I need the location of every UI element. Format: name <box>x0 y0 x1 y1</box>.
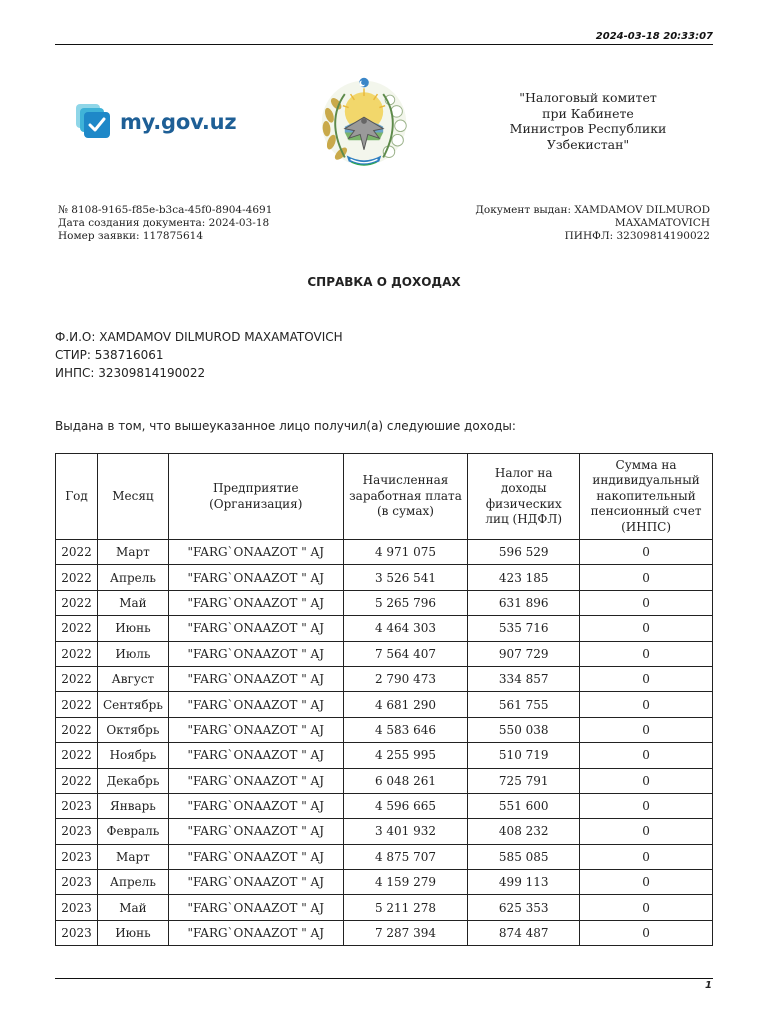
person-fio: Ф.И.О: XAMDAMOV DILMUROD MAXAMATOVICH <box>55 330 343 344</box>
cell-inps: 0 <box>580 870 713 895</box>
table-row <box>56 540 713 565</box>
cell-year: 2022 <box>56 540 98 565</box>
table-row <box>56 717 713 742</box>
cell-month: Июнь <box>97 920 168 945</box>
table-row <box>56 616 713 641</box>
cell-tax: 725 791 <box>468 768 580 793</box>
document-title: СПРАВКА О ДОХОДАХ <box>307 275 461 289</box>
cell-month: Октябрь <box>97 717 168 742</box>
cell-month: Март <box>97 844 168 869</box>
cell-inps: 0 <box>580 920 713 945</box>
cell-tax: 423 185 <box>468 565 580 590</box>
cell-inps: 0 <box>580 565 713 590</box>
cell-salary: 7 287 394 <box>343 920 468 945</box>
cell-enterprise: "FARG`ONAAZOT " AJ <box>168 666 343 691</box>
cell-month: Ноябрь <box>97 743 168 768</box>
cell-tax: 631 896 <box>468 590 580 615</box>
header-salary: Начисленная заработная плата (в сумах) <box>343 454 468 540</box>
cell-enterprise: "FARG`ONAAZOT " AJ <box>168 920 343 945</box>
cell-month: Июнь <box>97 616 168 641</box>
income-table <box>55 453 713 946</box>
cell-enterprise: "FARG`ONAAZOT " AJ <box>168 590 343 615</box>
document-created-date: Дата создания документа: 2024-03-18 <box>58 217 270 229</box>
cell-tax: 550 038 <box>468 717 580 742</box>
cell-tax: 408 232 <box>468 819 580 844</box>
cell-year: 2023 <box>56 870 98 895</box>
request-number: Номер заявки: 117875614 <box>58 230 204 242</box>
cell-enterprise: "FARG`ONAAZOT " AJ <box>168 793 343 818</box>
cell-tax: 499 113 <box>468 870 580 895</box>
cell-month: Май <box>97 895 168 920</box>
cell-year: 2022 <box>56 743 98 768</box>
cell-salary: 3 401 932 <box>343 819 468 844</box>
cell-tax: 907 729 <box>468 641 580 666</box>
cell-month: Август <box>97 666 168 691</box>
cell-inps: 0 <box>580 616 713 641</box>
cell-enterprise: "FARG`ONAAZOT " AJ <box>168 641 343 666</box>
table-row <box>56 565 713 590</box>
cell-inps: 0 <box>580 793 713 818</box>
cell-tax: 510 719 <box>468 743 580 768</box>
person-info <box>55 328 343 382</box>
issued-to-line2: MAXAMATOVICH <box>614 217 710 229</box>
cell-month: Июль <box>97 641 168 666</box>
cell-inps: 0 <box>580 641 713 666</box>
table-row <box>56 692 713 717</box>
cell-salary: 4 875 707 <box>343 844 468 869</box>
cell-salary: 4 464 303 <box>343 616 468 641</box>
cell-year: 2022 <box>56 590 98 615</box>
document-meta <box>58 204 272 243</box>
cell-month: Декабрь <box>97 768 168 793</box>
cell-enterprise: "FARG`ONAAZOT " AJ <box>168 692 343 717</box>
coat-of-arms-icon <box>316 73 412 169</box>
cell-salary: 4 159 279 <box>343 870 468 895</box>
person-stir: СТИР: 538716061 <box>55 348 164 362</box>
issuer-line: при Кабинете <box>542 105 634 121</box>
issuer-line: Узбекистан" <box>546 136 630 152</box>
cell-salary: 2 790 473 <box>343 666 468 691</box>
table-row <box>56 743 713 768</box>
table-header-row <box>56 454 713 540</box>
my-gov-uz-logo <box>76 104 236 140</box>
cell-year: 2023 <box>56 895 98 920</box>
header-rule <box>55 44 713 45</box>
cell-enterprise: "FARG`ONAAZOT " AJ <box>168 819 343 844</box>
table-row <box>56 920 713 945</box>
issuer-line: "Налоговый комитет <box>519 90 657 105</box>
cell-year: 2022 <box>56 768 98 793</box>
intro-text: Выдана в том, что вышеуказанное лицо получил(а) следуюшие доходы: <box>55 419 516 433</box>
cell-enterprise: "FARG`ONAAZOT " AJ <box>168 743 343 768</box>
cell-salary: 5 211 278 <box>343 895 468 920</box>
cell-enterprise: "FARG`ONAAZOT " AJ <box>168 895 343 920</box>
table-row <box>56 819 713 844</box>
cell-salary: 4 971 075 <box>343 540 468 565</box>
cell-enterprise: "FARG`ONAAZOT " AJ <box>168 565 343 590</box>
table-row <box>56 844 713 869</box>
cell-salary: 7 564 407 <box>343 641 468 666</box>
cell-year: 2023 <box>56 793 98 818</box>
table-row <box>56 641 713 666</box>
cell-inps: 0 <box>580 895 713 920</box>
cell-enterprise: "FARG`ONAAZOT " AJ <box>168 768 343 793</box>
cell-month: Сентябрь <box>97 692 168 717</box>
cell-year: 2022 <box>56 717 98 742</box>
cell-inps: 0 <box>580 666 713 691</box>
document-number: № 8108-9165-f85e-b3ca-45f0-8904-4691 <box>58 204 273 216</box>
cell-inps: 0 <box>580 692 713 717</box>
cell-tax: 625 353 <box>468 895 580 920</box>
cell-enterprise: "FARG`ONAAZOT " AJ <box>168 540 343 565</box>
cell-month: Апрель <box>97 870 168 895</box>
cell-enterprise: "FARG`ONAAZOT " AJ <box>168 717 343 742</box>
cell-salary: 3 526 541 <box>343 565 468 590</box>
issued-to-line1: Документ выдан: XAMDAMOV DILMUROD <box>475 204 710 216</box>
cell-inps: 0 <box>580 717 713 742</box>
header-year: Год <box>56 454 98 540</box>
print-timestamp: 2024-03-18 20:33:07 <box>595 31 713 42</box>
cell-inps: 0 <box>580 590 713 615</box>
header-tax: Налог на доходы физических лиц (НДФЛ) <box>468 454 580 540</box>
income-table-body <box>56 540 713 946</box>
cell-year: 2022 <box>56 641 98 666</box>
cell-enterprise: "FARG`ONAAZOT " AJ <box>168 616 343 641</box>
cell-year: 2022 <box>56 666 98 691</box>
cell-month: Февраль <box>97 819 168 844</box>
table-row <box>56 870 713 895</box>
header-enterprise: Предприятие (Организация) <box>168 454 343 540</box>
cell-month: Январь <box>97 793 168 818</box>
cell-salary: 4 596 665 <box>343 793 468 818</box>
recipient-meta <box>410 204 710 243</box>
cell-year: 2023 <box>56 844 98 869</box>
check-icon <box>76 104 112 140</box>
table-row <box>56 768 713 793</box>
cell-inps: 0 <box>580 844 713 869</box>
logo-text: my.gov.uz <box>120 110 237 134</box>
header-inps: Сумма на индивидуальный накопительный пенсионный счет (ИНПС) <box>580 454 713 540</box>
cell-enterprise: "FARG`ONAAZOT " AJ <box>168 870 343 895</box>
cell-month: Март <box>97 540 168 565</box>
cell-year: 2022 <box>56 616 98 641</box>
cell-tax: 874 487 <box>468 920 580 945</box>
table-row <box>56 793 713 818</box>
cell-tax: 585 085 <box>468 844 580 869</box>
cell-tax: 334 857 <box>468 666 580 691</box>
cell-inps: 0 <box>580 819 713 844</box>
cell-tax: 561 755 <box>468 692 580 717</box>
cell-year: 2023 <box>56 920 98 945</box>
cell-salary: 4 255 995 <box>343 743 468 768</box>
cell-tax: 551 600 <box>468 793 580 818</box>
cell-inps: 0 <box>580 540 713 565</box>
table-row <box>56 590 713 615</box>
table-row <box>56 895 713 920</box>
cell-inps: 0 <box>580 743 713 768</box>
pinfl: ПИНФЛ: 32309814190022 <box>564 230 710 242</box>
cell-salary: 5 265 796 <box>343 590 468 615</box>
table-row <box>56 666 713 691</box>
cell-year: 2022 <box>56 692 98 717</box>
cell-year: 2023 <box>56 819 98 844</box>
cell-month: Май <box>97 590 168 615</box>
cell-salary: 6 048 261 <box>343 768 468 793</box>
cell-tax: 535 716 <box>468 616 580 641</box>
footer-rule <box>55 978 713 979</box>
cell-salary: 4 681 290 <box>343 692 468 717</box>
issuer-line: Министров Республики <box>509 121 667 136</box>
header-month: Месяц <box>97 454 168 540</box>
cell-salary: 4 583 646 <box>343 717 468 742</box>
cell-tax: 596 529 <box>468 540 580 565</box>
cell-inps: 0 <box>580 768 713 793</box>
cell-enterprise: "FARG`ONAAZOT " AJ <box>168 844 343 869</box>
cell-month: Апрель <box>97 565 168 590</box>
page-number: 1 <box>705 980 712 991</box>
issuer-organization <box>494 90 682 152</box>
person-inps: ИНПС: 32309814190022 <box>55 366 206 380</box>
cell-year: 2022 <box>56 565 98 590</box>
